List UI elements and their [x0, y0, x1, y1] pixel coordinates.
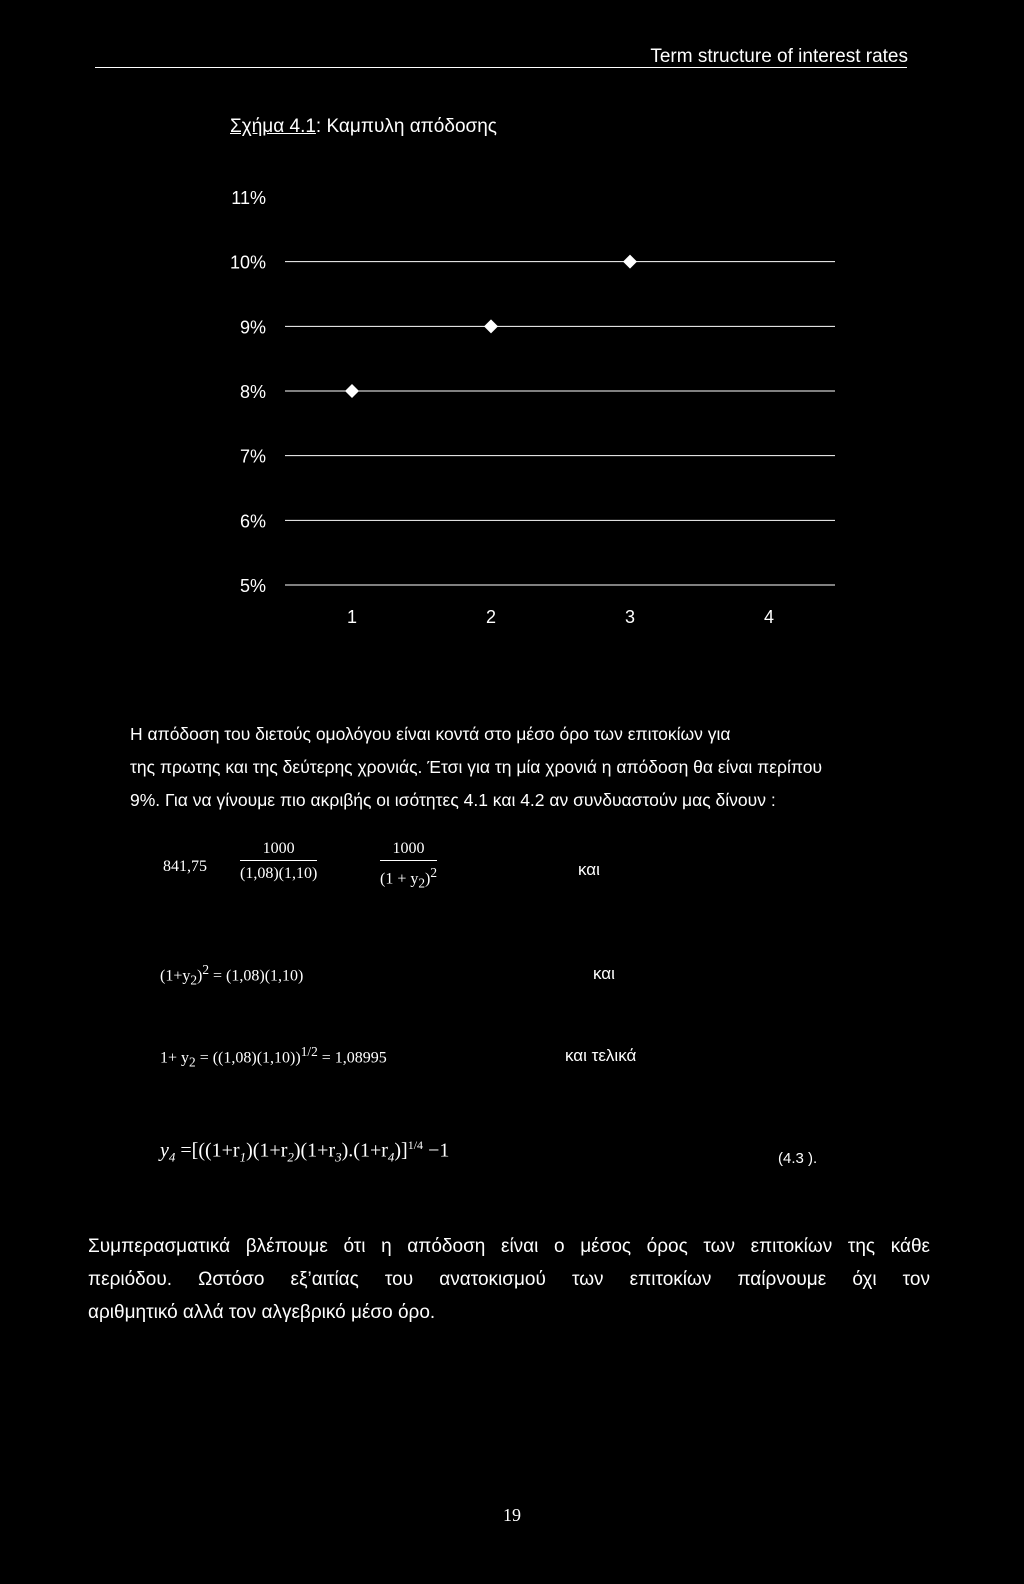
figure-caption-text: Καμπυλη απόδοσης: [326, 116, 497, 137]
fraction-numerator: 1000: [380, 840, 437, 861]
equation-number: (4.3 ).: [778, 1150, 818, 1167]
eq3-rhs: = ((1,08)(1,10)): [195, 1049, 301, 1067]
paragraph-line: Η απόδοση του διετούς ομολόγου είναι κοντά στο μέσο όρο των επιτοκίων για: [130, 724, 731, 744]
eq4-exponent: 1/4: [407, 1138, 424, 1152]
denominator-close: ): [425, 870, 431, 888]
eq4-body: )(1+r: [246, 1139, 288, 1162]
y-tick-label: 10%: [229, 252, 266, 273]
y-tick-label: 9%: [239, 317, 266, 338]
running-header: Term structure of interest rates: [650, 46, 908, 67]
eq2-lhs: (1+y: [160, 967, 191, 985]
equation-3-conjunction: και τελικά: [565, 1046, 637, 1065]
eq4-body: )]: [394, 1139, 408, 1162]
y-tick-label: 6%: [239, 511, 266, 532]
equation-1-fraction-2: [380, 840, 437, 892]
denominator-exponent: 2: [430, 865, 438, 880]
paragraph-line: 9%. Για να γίνουμε πιο ακριβής οι ισότητες 4.1 και 4.2 αν συνδυαστούν μας δίνουν :: [130, 790, 776, 810]
denominator-base: (1 + y: [380, 870, 419, 888]
eq4-var-subscript: 4: [168, 1149, 176, 1165]
header-rule: [95, 67, 907, 68]
figure-caption: [230, 116, 497, 138]
eq3-lhs-subscript: 2: [189, 1054, 196, 1070]
equation-1-lhs: 841,75: [163, 858, 207, 875]
eq2-rhs: = (1,08)(1,10): [209, 967, 304, 985]
chart-x-tick-labels: [347, 607, 774, 627]
y-tick-label: 7%: [239, 446, 266, 467]
chart-grid: [285, 262, 835, 585]
x-tick-label: 1: [346, 607, 358, 627]
data-point-marker: [484, 319, 498, 333]
page-number: 19: [503, 1505, 521, 1525]
eq2-lhs-close: ): [197, 967, 203, 985]
fraction-denominator: (1,08)(1,10): [240, 865, 318, 882]
equation-2: [160, 962, 303, 989]
equation-3: [160, 1044, 387, 1071]
x-tick-label: 4: [763, 607, 775, 627]
eq4-body: ).(1+r: [341, 1139, 388, 1162]
figure-caption-separator: :: [315, 116, 322, 137]
eq3-exponent: 1/2: [300, 1044, 318, 1059]
fraction-denominator: [380, 861, 437, 892]
eq4-tail: −1: [423, 1139, 450, 1162]
eq4-body: =[((1+r: [175, 1139, 240, 1162]
eq2-lhs-exponent: 2: [202, 962, 210, 977]
equation-1-conjunction: και: [578, 860, 600, 879]
yield-curve-chart: [0, 160, 1024, 680]
eq2-lhs-subscript: 2: [190, 972, 198, 988]
eq4-subscript: 4: [387, 1149, 395, 1165]
equation-1-fraction-1: [240, 840, 317, 883]
x-tick-label: 3: [624, 607, 636, 627]
paragraph-line: Συμπερασματικά βλέπουμε ότι η απόδοση είναι ο μέσος όρος των επιτοκίων της κάθε: [88, 1236, 930, 1257]
y-tick-label: 11%: [231, 188, 266, 208]
eq3-result: = 1,08995: [317, 1049, 387, 1067]
data-point-marker: [623, 255, 637, 269]
eq4-subscript: 2: [287, 1149, 294, 1165]
eq4-subscript: 1: [239, 1149, 247, 1165]
equation-2-conjunction: και: [593, 964, 615, 983]
paragraph-conclusion: [88, 1230, 930, 1329]
paragraph-intro: [130, 718, 930, 817]
eq4-body: )(1+r: [293, 1139, 336, 1162]
data-point-marker: [345, 384, 359, 398]
equation-4-3: [160, 1138, 449, 1166]
x-tick-label: 2: [485, 607, 497, 627]
eq4-subscript: 3: [335, 1149, 342, 1165]
denominator-subscript: 2: [418, 875, 426, 891]
paragraph-line: περιόδου. Ωστόσο εξ’αιτίας του ανατοκισμού των επιτοκίων παίρνουμε όχι τον: [88, 1269, 930, 1290]
chart-y-tick-labels: [230, 188, 266, 596]
eq3-lhs: 1+ y: [160, 1049, 190, 1067]
figure-caption-label: Σχήμα 4.1: [230, 116, 316, 137]
fraction-numerator: 1000: [240, 840, 317, 861]
y-tick-label: 8%: [239, 382, 266, 402]
y-tick-label: 5%: [239, 576, 266, 596]
eq4-var: y: [160, 1139, 169, 1162]
paragraph-line: της πρωτης και της δεύτερης χρονιάς. Έτσι για τη μία χρονιά η απόδοση θα είναι περίπου: [130, 757, 823, 777]
paragraph-line: αριθμητικό αλλά τον αλγεβρικό μέσο όρο.: [88, 1302, 436, 1323]
